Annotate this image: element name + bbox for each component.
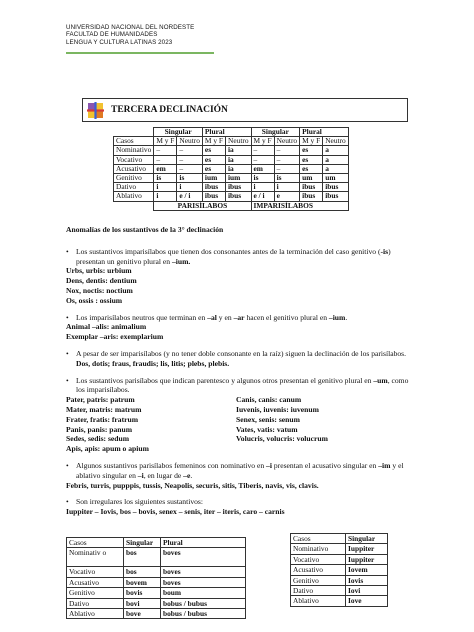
- col-header: Neutro: [177, 137, 203, 146]
- examples-left: [66, 395, 236, 454]
- title-box: [82, 98, 408, 122]
- ending: ia: [226, 155, 252, 164]
- bullet-2: • Los imparisílabos neutros que terminan en –al y en –ar hacen el genitivo plural en –ium.: [66, 312, 348, 322]
- form: Iuppiter: [346, 544, 388, 554]
- bullet-icon: •: [66, 246, 69, 256]
- course-name: LENGUA Y CULTURA LATINAS 2023: [66, 38, 173, 46]
- example-line: Canis, canis: canum: [236, 395, 302, 405]
- group-header: Plural: [202, 128, 251, 137]
- parisilabos-label: PARISÍLABOS: [154, 201, 251, 210]
- bullet-icon: •: [66, 312, 69, 322]
- ending: ibus: [226, 192, 252, 201]
- form: bovis: [124, 588, 161, 598]
- ending: –: [154, 146, 177, 155]
- declension-table: [113, 127, 349, 211]
- ending: a: [323, 155, 349, 164]
- example-line: Iuvenis, iuvenis: iuvenum: [236, 404, 319, 414]
- col-header: Casos: [67, 538, 124, 548]
- book-logo-icon: [87, 102, 104, 119]
- case-name: Vocativo: [291, 554, 346, 564]
- table-row: [291, 575, 388, 585]
- ending: ibus: [202, 183, 225, 192]
- ending: is: [154, 173, 177, 182]
- group-header: Singular: [154, 128, 203, 137]
- examples-right: [236, 395, 406, 454]
- case-name: Genitivo: [291, 575, 346, 585]
- example-line: Febris, turris, pupppis, tussis, Neapolis, securis, sitis, Tiberis, navis, vis, clavis.: [66, 480, 319, 490]
- ending: e / i: [251, 192, 274, 201]
- ending: em: [251, 164, 274, 173]
- ending: ium: [202, 173, 225, 182]
- example-line: Vates, vatis: vatum: [236, 424, 298, 434]
- table-row: [291, 585, 388, 595]
- ending: i: [274, 183, 300, 192]
- case-name: Vocativo: [114, 155, 154, 164]
- page-title: TERCERA DECLINACIÓN: [111, 105, 228, 115]
- table-row: [291, 554, 388, 564]
- table-row: [114, 192, 349, 201]
- table-row: [67, 548, 246, 567]
- anomalies-section: [66, 225, 410, 517]
- ending: es: [202, 164, 225, 173]
- ending: ibus: [323, 192, 349, 201]
- col-header: Neutro: [323, 137, 349, 146]
- form: boves: [161, 548, 246, 567]
- ending: um: [300, 173, 323, 182]
- ending: i: [177, 183, 203, 192]
- example-line: Sedes, sedis: sedum: [66, 434, 130, 444]
- ending: i: [251, 183, 274, 192]
- bullet-icon: •: [66, 348, 69, 358]
- example-line: Exemplar –aris: exemplarium: [66, 332, 164, 342]
- form: Iovi: [346, 585, 388, 595]
- case-name: Dativo: [291, 585, 346, 595]
- ending: ium: [226, 173, 252, 182]
- institution-header: [66, 24, 194, 46]
- table-row: [114, 155, 349, 164]
- imparisilabos-label: IMPARISÍLABOS: [251, 201, 348, 210]
- iuppiter-table: [290, 533, 388, 607]
- ending: a: [323, 164, 349, 173]
- example-line: Senex, senis: senum: [236, 414, 300, 424]
- example-line: Panis, panis: panum: [66, 424, 133, 434]
- group-header: Plural: [300, 128, 349, 137]
- ending: –: [274, 155, 300, 164]
- ending: –: [154, 155, 177, 164]
- bullet-3: • A pesar de ser imparisílabos (y no tener doble consonante en la raíz) siguen la declinación de los parisílabos.: [66, 348, 407, 358]
- col-header: M y F: [251, 137, 274, 146]
- case-name: Genitivo: [114, 173, 154, 182]
- case-name: Dativo: [114, 183, 154, 192]
- example-line: Frater, fratis: fratrum: [66, 414, 139, 424]
- bullet-6: • Son irregulares los siguientes sustantivos:: [66, 497, 203, 507]
- ending: i: [154, 192, 177, 201]
- example-line: Animal –alis: animalium: [66, 322, 147, 332]
- form: boum: [161, 588, 246, 598]
- form: bovi: [124, 598, 161, 608]
- example-line: Pater, patris: patrum: [66, 395, 135, 405]
- example-line: Dens, dentis: dentium: [66, 276, 137, 286]
- ending: –: [177, 155, 203, 164]
- col-header: Singular: [346, 534, 388, 544]
- ending: –: [177, 164, 203, 173]
- ending: es: [202, 146, 225, 155]
- ending: –: [251, 155, 274, 164]
- examples-two-columns: [66, 395, 410, 454]
- ending: es: [300, 146, 323, 155]
- ending: –: [251, 146, 274, 155]
- example-line: Nox, noctis: noctium: [66, 285, 133, 295]
- ending: –: [274, 164, 300, 173]
- ending: ibus: [226, 183, 252, 192]
- col-header: Neutro: [226, 137, 252, 146]
- ending: e / i: [177, 192, 203, 201]
- ending: ibus: [300, 183, 323, 192]
- ending: um: [323, 173, 349, 182]
- case-name: Dativo: [67, 598, 124, 608]
- example-line: Iuppiter – Iovis, bos – bovis, senex – senis, iter – iteris, caro – carnis: [66, 507, 285, 517]
- ending: is: [177, 173, 203, 182]
- ending: es: [300, 164, 323, 173]
- ending: a: [323, 146, 349, 155]
- case-name: Nominativo: [114, 146, 154, 155]
- ending: e: [274, 192, 300, 201]
- table-row: [67, 588, 246, 598]
- form: bovem: [124, 577, 161, 587]
- col-header: M y F: [154, 137, 177, 146]
- table-header-row: [67, 538, 246, 548]
- example-line: Dos, dotis; fraus, fraudis; lis, litis; plebs, plebis.: [76, 358, 230, 368]
- case-name: Acusativo: [114, 164, 154, 173]
- form: bobus / bubus: [161, 608, 246, 618]
- ending: es: [202, 155, 225, 164]
- col-header: Neutro: [274, 137, 300, 146]
- ending: –: [274, 146, 300, 155]
- form: bos: [124, 548, 161, 567]
- header-divider: [66, 52, 214, 54]
- case-name: Genitivo: [67, 588, 124, 598]
- ending: ibus: [202, 192, 225, 201]
- case-name: Acusativo: [67, 577, 124, 587]
- col-header: Singular: [124, 538, 161, 548]
- case-name: Vocativo: [67, 567, 124, 577]
- case-name: Ablativo: [114, 192, 154, 201]
- case-name: Nominativ o: [67, 548, 124, 567]
- faculty-name: FACULTAD DE HUMANIDADES: [66, 31, 158, 39]
- form: boves: [161, 577, 246, 587]
- example-line: Os, ossis : ossium: [66, 295, 123, 305]
- table-row: [67, 567, 246, 577]
- ending: is: [251, 173, 274, 182]
- table-row: [67, 598, 246, 608]
- table-header-row: [291, 534, 388, 544]
- case-name: Ablativo: [291, 596, 346, 606]
- section-title: Anomalías de los sustantivos de la 3° declinación: [66, 225, 224, 234]
- col-header: M y F: [202, 137, 225, 146]
- table-row: [67, 577, 246, 587]
- group-header: Singular: [251, 128, 300, 137]
- ending: ia: [226, 164, 252, 173]
- ending: es: [300, 155, 323, 164]
- form: Iuppiter: [346, 554, 388, 564]
- form: Iovem: [346, 565, 388, 575]
- example-line: Urbs, urbis: urbium: [66, 266, 132, 276]
- case-name: Acusativo: [291, 565, 346, 575]
- ending: ibus: [323, 183, 349, 192]
- form: bove: [124, 608, 161, 618]
- form: Iovis: [346, 575, 388, 585]
- bos-table: [66, 537, 246, 619]
- table-row: [291, 565, 388, 575]
- bullet-icon: •: [66, 497, 69, 507]
- col-header: M y F: [300, 137, 323, 146]
- form: Iove: [346, 596, 388, 606]
- bullet-4: • Los sustantivos parisílabos que indican parentesco y algunos otros presentan el genitivo plural en –um, como los imparisílabos.: [66, 375, 409, 395]
- case-name: Ablativo: [67, 608, 124, 618]
- table-row: [67, 608, 246, 618]
- ending: ia: [226, 146, 252, 155]
- ending: em: [154, 164, 177, 173]
- ending: –: [177, 146, 203, 155]
- form: bobus / bubus: [161, 598, 246, 608]
- table-row: [114, 146, 349, 155]
- bullet-1: • Los sustantivos imparisílabos que tienen dos consonantes antes de la terminación del caso genitivo (-is) presentan un genitivo plural en –ium.: [66, 246, 391, 266]
- ending: is: [274, 173, 300, 182]
- table-row: [291, 596, 388, 606]
- table-row: [291, 544, 388, 554]
- ending: ibus: [300, 192, 323, 201]
- form: bos: [124, 567, 161, 577]
- form: boves: [161, 567, 246, 577]
- university-name: UNIVERSIDAD NACIONAL DEL NORDESTE: [66, 24, 195, 31]
- bullet-icon: •: [66, 460, 69, 470]
- case-name: Nominativo: [291, 544, 346, 554]
- col-header: Plural: [161, 538, 246, 548]
- col-header: Casos: [291, 534, 346, 544]
- bullet-5: • Algunos sustantivos parisílabos femeninos con nominativo en –i presentan el acusativo singular en –im y el ablativo singular en –i, en lugar de –e.: [66, 460, 404, 480]
- ending: i: [154, 183, 177, 192]
- example-line: Volucris, volucris: volucrum: [236, 434, 328, 444]
- example-line: Mater, matris: matrum: [66, 404, 142, 414]
- bullet-icon: •: [66, 375, 69, 385]
- col-header: Casos: [114, 137, 154, 146]
- example-line: Apis, apis: apum o apium: [66, 444, 149, 454]
